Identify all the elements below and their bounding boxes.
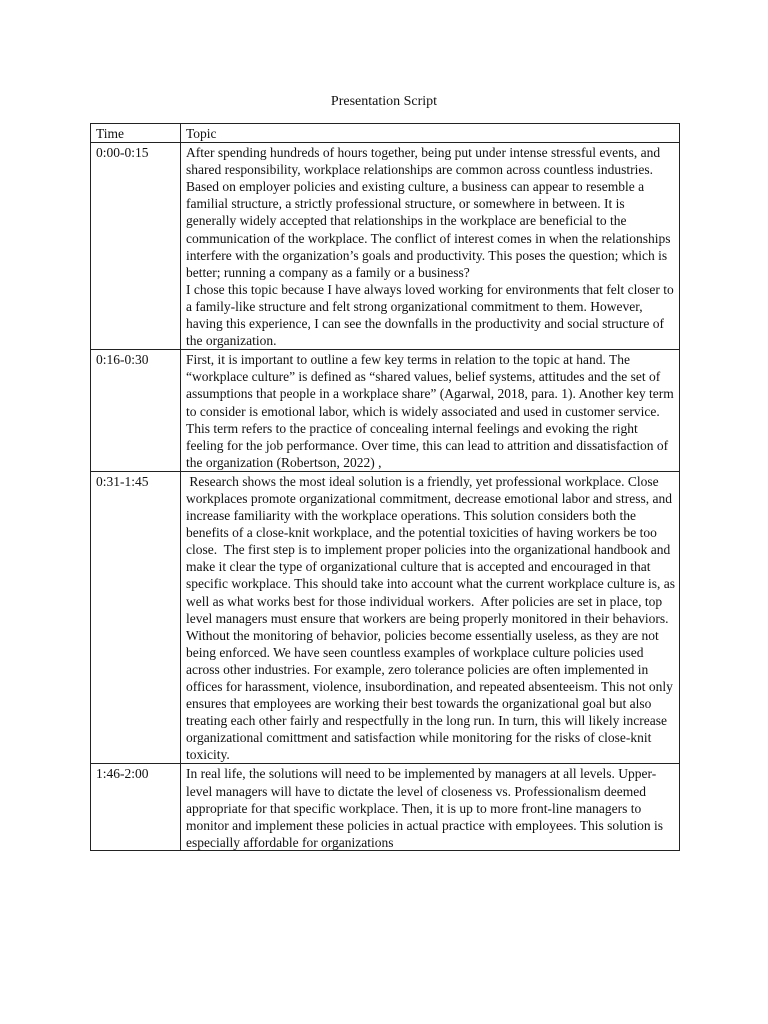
table-header-row bbox=[91, 124, 680, 143]
table-row bbox=[91, 143, 680, 350]
topic-cell bbox=[181, 764, 680, 851]
topic-cell bbox=[181, 350, 680, 472]
table-row bbox=[91, 764, 680, 851]
time-cell: 0:31-1:45 bbox=[91, 471, 181, 764]
time-cell: 0:16-0:30 bbox=[91, 350, 181, 472]
topic-paragraph: First, it is important to outline a few key terms in relation to the topic at hand. The “workplace culture” is defined as “shared values, belief systems, attitudes and the set of assumptions that people in a workplace share” (Agarwal, 2018, para. 1). Another key term to consider is emotional labor, which is widely associated and used in customer service. This term refers to the practice of concealing internal feelings and evoking the right feeling for the job performance. Over time, this can lead to attrition and dissatisfaction of the organization (Robertson, 2022) , bbox=[186, 352, 674, 470]
presentation-script-table bbox=[90, 123, 680, 851]
time-column-header: Time bbox=[91, 124, 181, 143]
topic-cell-clip bbox=[186, 765, 675, 850]
table-row bbox=[91, 350, 680, 472]
topic-cell bbox=[181, 143, 680, 350]
topic-paragraph: In real life, the solutions will need to be implemented by managers at all levels. Upper-level managers will have to dictate the level of closeness vs. Professionalism deemed appropriate for that specific workplace. Then, it is up to more front-line managers to monitor and implement these policies in actual practice with employees. This solution is especially affordable for organizations bbox=[186, 766, 664, 850]
topic-column-header: Topic bbox=[181, 124, 680, 143]
topic-paragraph: Research shows the most ideal solution is a friendly, yet professional workplace. Close workplaces promote organizational commitment, decrease emotional labor and stress, and increase familiarity with the workplace operations. This solution considers both the benefits of a close-knit workplace, and the potential toxicities of having workers be too close. The first step is to implement proper policies into the organizational handbook and make it clear the type of organizational culture that is accepted and encouraged in that specific workplace. This should take into account what the current workplace culture is, as well as what works best for those individual workers. After policies are set in place, top level managers must ensure that workers are being properly monitored in their behaviors. Without the monitoring of behavior, policies become essentially useless, as they are not being enforced. We have seen countless examples of workplace culture policies used across other industries. For example, zero tolerance policies are often implemented in offices for harassment, violence, insubordination, and repeated absenteeism. This not only ensures that employees are working their best towards the organizational goal but also treating each other fairly and respectfully in the long run. In turn, this will likely increase organizational comittment and satisfaction while monitoring for the risks of close-knit toxicity. bbox=[186, 473, 679, 763]
time-cell: 1:46-2:00 bbox=[91, 764, 181, 851]
page-title: Presentation Script bbox=[330, 94, 438, 109]
time-cell: 0:00-0:15 bbox=[91, 143, 181, 350]
table-row bbox=[91, 471, 680, 764]
topic-cell bbox=[181, 471, 680, 764]
topic-paragraph: I chose this topic because I have always loved working for environments that felt closer to a family-like structure and felt strong organizational commitment to them. However, having this experience, I can see the downfalls in the productivity and social structure of the organization. bbox=[186, 281, 674, 349]
topic-paragraph: After spending hundreds of hours together, being put under intense stressful events, and shared responsibility, workplace relationships are common across countless industries. Based on employer policies and existing culture, a business can appear to resemble a familial structure, a strictly professional structure, or somewhere in between. It is generally widely accepted that relationships in the workplace are beneficial to the communication of the workplace. The conflict of interest comes in when the relationships interfere with the organization’s goals and productivity. This poses the question; which is better; running a company as a family or a business? bbox=[186, 145, 671, 280]
